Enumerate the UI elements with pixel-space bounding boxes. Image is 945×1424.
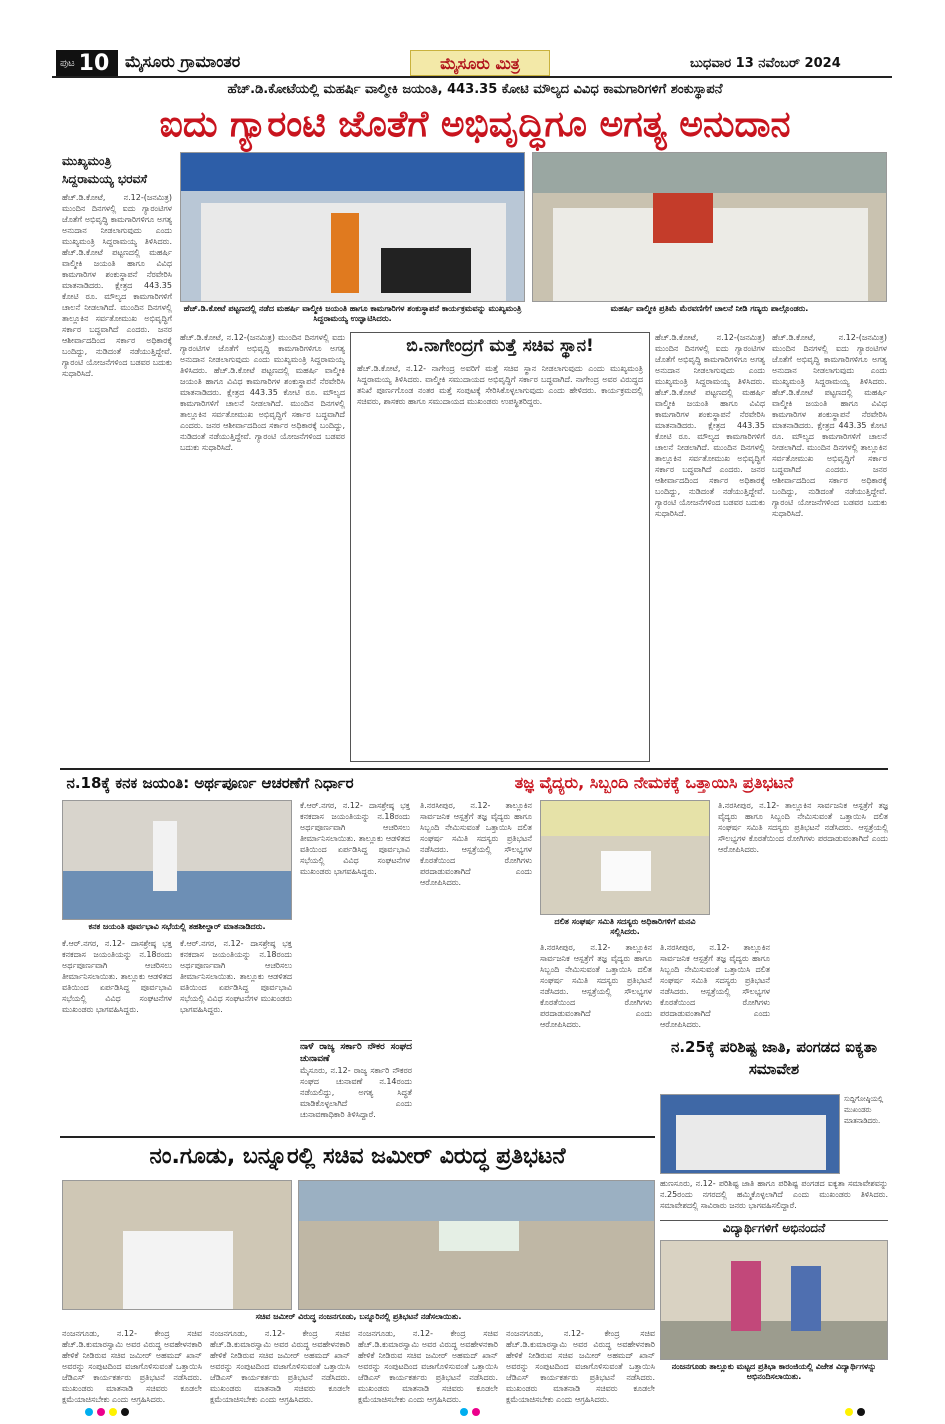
registration-mark [472, 1408, 480, 1416]
community-side-note: ಸುದ್ದಿಗೋಷ್ಠಿಯಲ್ಲಿ ಮುಖಂಡರು ಮಾತನಾಡಿದರು. [844, 1095, 884, 1125]
lead-headline: ಐದು ಗ್ಯಾರಂಟಿ ಜೊತೆಗೆ ಅಭಿವೃದ್ಧಿಗೂ ಅಗತ್ಯ ಅನುದಾನ [159, 104, 791, 145]
students-caption: ನಂಜನಗೂಡು ತಾಲ್ಲೂಕು ಮಟ್ಟದ ಪ್ರತಿಭಾ ಕಾರಂಜಿಯಲ್ಲಿ ವಿಜೇತ ವಿದ್ಯಾರ್ಥಿಗಳನ್ನು ಅಭಿನಂದಿಸಲಾಯಿತು. [671, 1362, 877, 1381]
community-photo [660, 1094, 840, 1174]
protest-body-col1: ನಂಜನಗೂಡು, ನ.12- ಕೇಂದ್ರ ಸಚಿವ ಹೆಚ್.ಡಿ.ಕುಮಾರಸ್ವಾಮಿ ಅವರ ವಿರುದ್ಧ ಅವಹೇಳನಕಾರಿ ಹೇಳಿಕೆ ನೀಡಿರುವ ಸಚಿವ ಜಮೀರ್ ಅಹಮದ್ ಖಾನ್ ಅವರನ್ನು ಸಂಪುಟದಿಂದ ವಜಾಗೊಳಿಸುವಂತೆ ಒತ್ತಾಯಿಸಿ ಜೆಡಿಎಸ್ ಕಾರ್ಯಕರ್ತರು ಪ್ರತಿಭಟನೆ ನಡೆಸಿದರು. ಮುಖಂಡರು ಮಾತನಾಡಿ ಸಚಿವರು ಕೂಡಲೇ ಕ್ಷಮೆಯಾಚಿಸಬೇಕು ಎಂದು ಆಗ್ರಹಿಸಿದರು. [62, 1329, 202, 1404]
dateline: ಬುಧವಾರ 13 ನವೆಂಬರ್ 2024 [690, 56, 841, 71]
lead-body-col1: ಹೆಚ್.ಡಿ.ಕೋಟೆ, ನ.12-(ಜನಮಿತ್ರ) ಮುಂದಿನ ದಿನಗಳಲ್ಲಿ ಐದು ಗ್ಯಾರಂಟಿಗಳ ಜೊತೆಗೆ ಅಭಿವೃದ್ಧಿ ಕಾಮಗಾರಿಗಳಿಗೂ ಅಗತ್ಯ ಅನುದಾನ ನೀಡಲಾಗುವುದು ಎಂದು ಮುಖ್ಯಮಂತ್ರಿ ಸಿದ್ದರಾಮಯ್ಯ ತಿಳಿಸಿದರು. ಹೆಚ್.ಡಿ.ಕೋಟೆ ಪಟ್ಟಣದಲ್ಲಿ ಮಹರ್ಷಿ ವಾಲ್ಮೀಕಿ ಜಯಂತಿ ಹಾಗೂ ವಿವಿಧ ಕಾಮಗಾರಿಗಳ ಶಂಕುಸ್ಥಾಪನೆ ನೆರವೇರಿಸಿ ಮಾತನಾಡಿದರು. ಕ್ಷೇತ್ರದ 443.35 ಕೋಟಿ ರೂ. ಮೌಲ್ಯದ ಕಾಮಗಾರಿಗಳಿಗೆ ಚಾಲನೆ ನೀಡಲಾಗಿದೆ. ಮುಂದಿನ ದಿನಗಳಲ್ಲಿ ತಾಲ್ಲೂಕಿನ ಸರ್ವತೋಮುಖ ಅಭಿವೃದ್ಧಿಗೆ ಸರ್ಕಾರ ಬದ್ಧವಾಗಿದೆ ಎಂದರು. ಜನರ ಆಶೀರ್ವಾದದಿಂದ ಸರ್ಕಾರ ಅಧಿಕಾರಕ್ಕೆ ಬಂದಿದ್ದು, ನುಡಿದಂತೆ ನಡೆಯುತ್ತಿದ್ದೇವೆ. ಗ್ಯಾರಂಟಿ ಯೋಜನೆಗಳಿಂದ ಬಡವರ ಬದುಕು ಸುಧಾರಿಸಿದೆ. [62, 193, 172, 378]
community-body: ಹುಣಸೂರು, ನ.12- ಪರಿಶಿಷ್ಟ ಜಾತಿ ಹಾಗೂ ಪರಿಶಿಷ್ಟ ಪಂಗಡದ ಐಕ್ಯತಾ ಸಮಾವೇಶವನ್ನು ನ.25ರಂದು ನಗರದಲ್ಲಿ ಹಮ್ಮಿಕೊಳ್ಳಲಾಗಿದೆ ಎಂದು ಮುಖಂಡರು ತಿಳಿಸಿದರು. ಸಮಾವೇಶದಲ್ಲಿ ಸಾವಿರಾರು ಜನರು ಭಾಗವಹಿಸಲಿದ್ದಾರೆ. [660, 1179, 888, 1210]
kanaka-body-col3: ಕೆ.ಆರ್.ನಗರ, ನ.12- ದಾಸಶ್ರೇಷ್ಠ ಭಕ್ತ ಕನಕದಾಸ ಜಯಂತಿಯನ್ನು ನ.18ರಂದು ಅರ್ಥಪೂರ್ಣವಾಗಿ ಆಚರಿಸಲು ತೀರ್ಮಾನಿಸಲಾಯಿತು. ತಾಲ್ಲೂಕು ಆಡಳಿತದ ವತಿಯಿಂದ ಏರ್ಪಡಿಸಿದ್ದ ಪೂರ್ವಭಾವಿ ಸಭೆಯಲ್ಲಿ ವಿವಿಧ ಸಂಘಟನೆಗಳ ಮುಖಂಡರು ಭಾಗವಹಿಸಿದ್ದರು. [300, 801, 410, 876]
protest-body-col3: ನಂಜನಗೂಡು, ನ.12- ಕೇಂದ್ರ ಸಚಿವ ಹೆಚ್.ಡಿ.ಕುಮಾರಸ್ವಾಮಿ ಅವರ ವಿರುದ್ಧ ಅವಹೇಳನಕಾರಿ ಹೇಳಿಕೆ ನೀಡಿರುವ ಸಚಿವ ಜಮೀರ್ ಅಹಮದ್ ಖಾನ್ ಅವರನ್ನು ಸಂಪುಟದಿಂದ ವಜಾಗೊಳಿಸುವಂತೆ ಒತ್ತಾಯಿಸಿ ಜೆಡಿಎಸ್ ಕಾರ್ಯಕರ್ತರು ಪ್ರತಿಭಟನೆ ನಡೆಸಿದರು. ಮುಖಂಡರು ಮಾತನಾಡಿ ಸಚಿವರು ಕೂಡಲೇ ಕ್ಷಮೆಯಾಚಿಸಬೇಕು ಎಂದು ಆಗ್ರಹಿಸಿದರು. [358, 1329, 498, 1404]
doctors-caption: ದಲಿತ ಸಂಘರ್ಷ ಸಮಿತಿ ಸದಸ್ಯರು ಅಧಿಕಾರಿಗಳಿಗೆ ಮನವಿ ಸಲ್ಲಿಸಿದರು. [554, 917, 696, 936]
page-number-box [56, 50, 118, 76]
community-headline: ನ.25ಕ್ಕೆ ಪರಿಶಿಷ್ಟ ಜಾತಿ, ಪಂಗಡದ ಐಕ್ಯತಾ ಸಮಾವೇಶ [670, 1038, 878, 1078]
kanaka-caption: ಕನಕ ಜಯಂತಿ ಪೂರ್ವಭಾವಿ ಸಭೆಯಲ್ಲಿ ತಹಶೀಲ್ದಾರ್ ಮಾತನಾಡಿದರು. [88, 922, 266, 931]
registration-mark [845, 1408, 853, 1416]
students-photo [660, 1240, 888, 1360]
protest-photo-1 [62, 1180, 292, 1310]
employees-headline: ನಾಳೆ ರಾಜ್ಯ ಸರ್ಕಾರಿ ನೌಕರ ಸಂಘದ ಚುನಾವಣೆ [300, 1042, 412, 1064]
page-number: 10 [78, 50, 110, 76]
doctors-headline: ತಜ್ಞ ವೈದ್ಯರು, ಸಿಬ್ಬಂದಿ ನೇಮಕಕ್ಕೆ ಒತ್ತಾಯಿಸಿ ಪ್ರತಿಭಟನೆ [514, 773, 794, 792]
protest-body-col4: ನಂಜನಗೂಡು, ನ.12- ಕೇಂದ್ರ ಸಚಿವ ಹೆಚ್.ಡಿ.ಕುಮಾರಸ್ವಾಮಿ ಅವರ ವಿರುದ್ಧ ಅವಹೇಳನಕಾರಿ ಹೇಳಿಕೆ ನೀಡಿರುವ ಸಚಿವ ಜಮೀರ್ ಅಹಮದ್ ಖಾನ್ ಅವರನ್ನು ಸಂಪುಟದಿಂದ ವಜಾಗೊಳಿಸುವಂತೆ ಒತ್ತಾಯಿಸಿ ಜೆಡಿಎಸ್ ಕಾರ್ಯಕರ್ತರು ಪ್ರತಿಭಟನೆ ನಡೆಸಿದರು. ಮುಖಂಡರು ಮಾತನಾಡಿ ಸಚಿವರು ಕೂಡಲೇ ಕ್ಷಮೆಯಾಚಿಸಬೇಕು ಎಂದು ಆಗ್ರಹಿಸಿದರು. [506, 1329, 655, 1404]
lead-body-col4: ಹೆಚ್.ಡಿ.ಕೋಟೆ, ನ.12-(ಜನಮಿತ್ರ) ಮುಂದಿನ ದಿನಗಳಲ್ಲಿ ಐದು ಗ್ಯಾರಂಟಿಗಳ ಜೊತೆಗೆ ಅಭಿವೃದ್ಧಿ ಕಾಮಗಾರಿಗಳಿಗೂ ಅಗತ್ಯ ಅನುದಾನ ನೀಡಲಾಗುವುದು ಎಂದು ಮುಖ್ಯಮಂತ್ರಿ ಸಿದ್ದರಾಮಯ್ಯ ತಿಳಿಸಿದರು. ಹೆಚ್.ಡಿ.ಕೋಟೆ ಪಟ್ಟಣದಲ್ಲಿ ಮಹರ್ಷಿ ವಾಲ್ಮೀಕಿ ಜಯಂತಿ ಹಾಗೂ ವಿವಿಧ ಕಾಮಗಾರಿಗಳ ಶಂಕುಸ್ಥಾಪನೆ ನೆರವೇರಿಸಿ ಮಾತನಾಡಿದರು. ಕ್ಷೇತ್ರದ 443.35 ಕೋಟಿ ರೂ. ಮೌಲ್ಯದ ಕಾಮಗಾರಿಗಳಿಗೆ ಚಾಲನೆ ನೀಡಲಾಗಿದೆ. ಮುಂದಿನ ದಿನಗಳಲ್ಲಿ ತಾಲ್ಲೂಕಿನ ಸರ್ವತೋಮುಖ ಅಭಿವೃದ್ಧಿಗೆ ಸರ್ಕಾರ ಬದ್ಧವಾಗಿದೆ ಎಂದರು. ಜನರ ಆಶೀರ್ವಾದದಿಂದ ಸರ್ಕಾರ ಅಧಿಕಾರಕ್ಕೆ ಬಂದಿದ್ದು, ನುಡಿದಂತೆ ನಡೆಯುತ್ತಿದ್ದೇವೆ. ಗ್ಯಾರಂಟಿ ಯೋಜನೆಗಳಿಂದ ಬಡವರ ಬದುಕು ಸುಧಾರಿಸಿದೆ. [772, 333, 887, 518]
kanaka-body-col1: ಕೆ.ಆರ್.ನಗರ, ನ.12- ದಾಸಶ್ರೇಷ್ಠ ಭಕ್ತ ಕನಕದಾಸ ಜಯಂತಿಯನ್ನು ನ.18ರಂದು ಅರ್ಥಪೂರ್ಣವಾಗಿ ಆಚರಿಸಲು ತೀರ್ಮಾನಿಸಲಾಯಿತು. ತಾಲ್ಲೂಕು ಆಡಳಿತದ ವತಿಯಿಂದ ಏರ್ಪಡಿಸಿದ್ದ ಪೂರ್ವಭಾವಿ ಸಭೆಯಲ್ಲಿ ವಿವಿಧ ಸಂಘಟನೆಗಳ ಮುಖಂಡರು ಭಾಗವಹಿಸಿದ್ದರು. [62, 939, 172, 1014]
kanaka-photo [62, 800, 292, 920]
lead-kicker: ಹೆಚ್.ಡಿ.ಕೋಟೆಯಲ್ಲಿ ಮಹರ್ಷಿ ವಾಲ್ಮೀಕಿ ಜಯಂತಿ, 443.35 ಕೋಟಿ ಮೌಲ್ಯದ ವಿವಿಧ ಕಾಮಗಾರಿಗಳಿಗೆ ಶಂಕುಸ್ಥಾಪನೆ [227, 82, 723, 97]
employees-body: ಮೈಸೂರು, ನ.12- ರಾಜ್ಯ ಸರ್ಕಾರಿ ನೌಕರರ ಸಂಘದ ಚುನಾವಣೆ ನ.14ರಂದು ನಡೆಯಲಿದ್ದು, ಅಗತ್ಯ ಸಿದ್ಧತೆ ಮಾಡಿಕೊಳ್ಳಲಾಗಿದೆ ಎಂದು ಚುನಾವಣಾಧಿಕಾರಿ ತಿಳಿಸಿದ್ದಾರೆ. [300, 1066, 412, 1119]
community-headline-box [660, 1036, 888, 1092]
registration-mark [857, 1408, 865, 1416]
employees-box [300, 1040, 412, 1130]
section-divider-2 [60, 1136, 655, 1138]
protest-photo-2 [298, 1180, 655, 1310]
minister-box [350, 332, 650, 762]
lead-body-col3: ಹೆಚ್.ಡಿ.ಕೋಟೆ, ನ.12-(ಜನಮಿತ್ರ) ಮುಂದಿನ ದಿನಗಳಲ್ಲಿ ಐದು ಗ್ಯಾರಂಟಿಗಳ ಜೊತೆಗೆ ಅಭಿವೃದ್ಧಿ ಕಾಮಗಾರಿಗಳಿಗೂ ಅಗತ್ಯ ಅನುದಾನ ನೀಡಲಾಗುವುದು ಎಂದು ಮುಖ್ಯಮಂತ್ರಿ ಸಿದ್ದರಾಮಯ್ಯ ತಿಳಿಸಿದರು. ಹೆಚ್.ಡಿ.ಕೋಟೆ ಪಟ್ಟಣದಲ್ಲಿ ಮಹರ್ಷಿ ವಾಲ್ಮೀಕಿ ಜಯಂತಿ ಹಾಗೂ ವಿವಿಧ ಕಾಮಗಾರಿಗಳ ಶಂಕುಸ್ಥಾಪನೆ ನೆರವೇರಿಸಿ ಮಾತನಾಡಿದರು. ಕ್ಷೇತ್ರದ 443.35 ಕೋಟಿ ರೂ. ಮೌಲ್ಯದ ಕಾಮಗಾರಿಗಳಿಗೆ ಚಾಲನೆ ನೀಡಲಾಗಿದೆ. ಮುಂದಿನ ದಿನಗಳಲ್ಲಿ ತಾಲ್ಲೂಕಿನ ಸರ್ವತೋಮುಖ ಅಭಿವೃದ್ಧಿಗೆ ಸರ್ಕಾರ ಬದ್ಧವಾಗಿದೆ ಎಂದರು. ಜನರ ಆಶೀರ್ವಾದದಿಂದ ಸರ್ಕಾರ ಅಧಿಕಾರಕ್ಕೆ ಬಂದಿದ್ದು, ನುಡಿದಂತೆ ನಡೆಯುತ್ತಿದ್ದೇವೆ. ಗ್ಯಾರಂಟಿ ಯೋಜನೆಗಳಿಂದ ಬಡವರ ಬದುಕು ಸುಧಾರಿಸಿದೆ. [655, 333, 765, 518]
protest-headline: ನಂ.ಗೂಡು, ಬನ್ನೂರಲ್ಲಿ ಸಚಿವ ಜಮೀರ್ ವಿರುದ್ಧ ಪ್ರತಿಭಟನೆ [149, 1144, 566, 1169]
doctors-photo [540, 800, 710, 915]
registration-mark [109, 1408, 117, 1416]
page-label: ಪುಟ [60, 57, 75, 69]
protest-caption: ಸಚಿವ ಜಮೀರ್ ವಿರುದ್ಧ ನಂಜನಗೂಡು, ಬನ್ನೂರಿನಲ್ಲಿ ಪ್ರತಿಭಟನೆ ನಡೆಸಲಾಯಿತು. [255, 1312, 462, 1321]
section-title: ಮೈಸೂರು ಗ್ರಾಮಾಂತರ [125, 52, 241, 71]
minister-headline: ಬಿ.ನಾಗೇಂದ್ರಗೆ ಮತ್ತೆ ಸಚಿವ ಸ್ಥಾನ! [406, 336, 594, 356]
lead-photo-1-caption: ಹೆಚ್.ಡಿ.ಕೋಟೆ ಪಟ್ಟಣದಲ್ಲಿ ನಡೆದ ಮಹರ್ಷಿ ವಾಲ್ಮೀಕಿ ಜಯಂತಿ ಹಾಗೂ ಕಾಮಗಾರಿಗಳ ಶಂಕುಸ್ಥಾಪನೆ ಕಾರ್ಯಕ್ರಮವನ್ನು ಮುಖ್ಯಮಂತ್ರಿ ಸಿದ್ದರಾಮಯ್ಯ ಉದ್ಘಾಟಿಸಿದರು. [183, 304, 522, 323]
lead-byline-2: ಸಿದ್ದರಾಮಯ್ಯ ಭರವಸೆ [62, 172, 147, 186]
lead-photo-2 [532, 152, 887, 302]
doctors-body-col2: ತಿ.ನರಸೀಪುರ, ನ.12- ತಾಲ್ಲೂಕಿನ ಸಾರ್ವಜನಿಕ ಆಸ್ಪತ್ರೆಗೆ ತಜ್ಞ ವೈದ್ಯರು ಹಾಗೂ ಸಿಬ್ಬಂದಿ ನೇಮಿಸುವಂತೆ ಒತ್ತಾಯಿಸಿ ದಲಿತ ಸಂಘರ್ಷ ಸಮಿತಿ ಸದಸ್ಯರು ಪ್ರತಿಭಟನೆ ನಡೆಸಿದರು. ಆಸ್ಪತ್ರೆಯಲ್ಲಿ ಸೌಲಭ್ಯಗಳ ಕೊರತೆಯಿಂದ ರೋಗಿಗಳು ಪರದಾಡುವಂತಾಗಿದೆ ಎಂದು ಆರೋಪಿಸಿದರು. [540, 943, 652, 1029]
registration-mark [97, 1408, 105, 1416]
doctors-body-col1: ತಿ.ನರಸೀಪುರ, ನ.12- ತಾಲ್ಲೂಕಿನ ಸಾರ್ವಜನಿಕ ಆಸ್ಪತ್ರೆಗೆ ತಜ್ಞ ವೈದ್ಯರು ಹಾಗೂ ಸಿಬ್ಬಂದಿ ನೇಮಿಸುವಂತೆ ಒತ್ತಾಯಿಸಿ ದಲಿತ ಸಂಘರ್ಷ ಸಮಿತಿ ಸದಸ್ಯರು ಪ್ರತಿಭಟನೆ ನಡೆಸಿದರು. ಆಸ್ಪತ್ರೆಯಲ್ಲಿ ಸೌಲಭ್ಯಗಳ ಕೊರತೆಯಿಂದ ರೋಗಿಗಳು ಪರದಾಡುವಂತಾಗಿದೆ ಎಂದು ಆರೋಪಿಸಿದರು. [420, 801, 532, 887]
registration-mark [85, 1408, 93, 1416]
registration-mark [460, 1408, 468, 1416]
lead-photo-1 [180, 152, 525, 302]
kanaka-body-col2: ಕೆ.ಆರ್.ನಗರ, ನ.12- ದಾಸಶ್ರೇಷ್ಠ ಭಕ್ತ ಕನಕದಾಸ ಜಯಂತಿಯನ್ನು ನ.18ರಂದು ಅರ್ಥಪೂರ್ಣವಾಗಿ ಆಚರಿಸಲು ತೀರ್ಮಾನಿಸಲಾಯಿತು. ತಾಲ್ಲೂಕು ಆಡಳಿತದ ವತಿಯಿಂದ ಏರ್ಪಡಿಸಿದ್ದ ಪೂರ್ವಭಾವಿ ಸಭೆಯಲ್ಲಿ ವಿವಿಧ ಸಂಘಟನೆಗಳ ಮುಖಂಡರು ಭಾಗವಹಿಸಿದ್ದರು. [180, 939, 292, 1014]
registration-mark [121, 1408, 129, 1416]
kanaka-headline: ನ.18ಕ್ಕೆ ಕನಕ ಜಯಂತಿ: ಅರ್ಥಪೂರ್ಣ ಆಚರಣೆಗೆ ನಿರ್ಧಾರ [66, 774, 354, 792]
lead-byline-1: ಮುಖ್ಯಮಂತ್ರಿ [62, 154, 112, 168]
doctors-body-col3: ತಿ.ನರಸೀಪುರ, ನ.12- ತಾಲ್ಲೂಕಿನ ಸಾರ್ವಜನಿಕ ಆಸ್ಪತ್ರೆಗೆ ತಜ್ಞ ವೈದ್ಯರು ಹಾಗೂ ಸಿಬ್ಬಂದಿ ನೇಮಿಸುವಂತೆ ಒತ್ತಾಯಿಸಿ ದಲಿತ ಸಂಘರ್ಷ ಸಮಿತಿ ಸದಸ್ಯರು ಪ್ರತಿಭಟನೆ ನಡೆಸಿದರು. ಆಸ್ಪತ್ರೆಯಲ್ಲಿ ಸೌಲಭ್ಯಗಳ ಕೊರತೆಯಿಂದ ರೋಗಿಗಳು ಪರದಾಡುವಂತಾಗಿದೆ ಎಂದು ಆರೋಪಿಸಿದರು. [718, 801, 888, 854]
lead-photo-2-caption: ಮಹರ್ಷಿ ವಾಲ್ಮೀಕಿ ಪ್ರತಿಮೆ ಮೆರವಣಿಗೆಗೆ ಚಾಲನೆ ನೀಡಿ ಗಣ್ಯರು ಪಾಲ್ಗೊಂಡರು. [610, 304, 809, 313]
newspaper-logo: ಮೈಸೂರು ಮಿತ್ರ [410, 50, 550, 76]
minister-body: ಹೆಚ್.ಡಿ.ಕೋಟೆ, ನ.12- ನಾಗೇಂದ್ರ ಅವರಿಗೆ ಮತ್ತೆ ಸಚಿವ ಸ್ಥಾನ ನೀಡಲಾಗುವುದು ಎಂದು ಮುಖ್ಯಮಂತ್ರಿ ಸಿದ್ದರಾಮಯ್ಯ ತಿಳಿಸಿದರು. ವಾಲ್ಮೀಕಿ ಸಮುದಾಯದ ಅಭಿವೃದ್ಧಿಗೆ ಸರ್ಕಾರ ಬದ್ಧವಾಗಿದೆ. ನಾಗೇಂದ್ರ ಅವರ ವಿರುದ್ಧದ ತನಿಖೆ ಪೂರ್ಣಗೊಂಡ ನಂತರ ಮತ್ತೆ ಸಂಪುಟಕ್ಕೆ ಸೇರಿಸಿಕೊಳ್ಳಲಾಗುವುದು ಎಂದು ಹೇಳಿದರು. ಕಾರ್ಯಕ್ರಮದಲ್ಲಿ ಸಚಿವರು, ಶಾಸಕರು ಹಾಗೂ ಸಮುದಾಯದ ಮುಖಂಡರು ಉಪಸ್ಥಿತರಿದ್ದರು. [357, 364, 643, 406]
students-headline: ವಿದ್ಯಾರ್ಥಿಗಳಿಗೆ ಅಭಿನಂದನೆ [660, 1220, 888, 1236]
doctors-body-col4: ತಿ.ನರಸೀಪುರ, ನ.12- ತಾಲ್ಲೂಕಿನ ಸಾರ್ವಜನಿಕ ಆಸ್ಪತ್ರೆಗೆ ತಜ್ಞ ವೈದ್ಯರು ಹಾಗೂ ಸಿಬ್ಬಂದಿ ನೇಮಿಸುವಂತೆ ಒತ್ತಾಯಿಸಿ ದಲಿತ ಸಂಘರ್ಷ ಸಮಿತಿ ಸದಸ್ಯರು ಪ್ರತಿಭಟನೆ ನಡೆಸಿದರು. ಆಸ್ಪತ್ರೆಯಲ್ಲಿ ಸೌಲಭ್ಯಗಳ ಕೊರತೆಯಿಂದ ರೋಗಿಗಳು ಪರದಾಡುವಂತಾಗಿದೆ ಎಂದು ಆರೋಪಿಸಿದರು. [660, 943, 770, 1029]
protest-body-col2: ನಂಜನಗೂಡು, ನ.12- ಕೇಂದ್ರ ಸಚಿವ ಹೆಚ್.ಡಿ.ಕುಮಾರಸ್ವಾಮಿ ಅವರ ವಿರುದ್ಧ ಅವಹೇಳನಕಾರಿ ಹೇಳಿಕೆ ನೀಡಿರುವ ಸಚಿವ ಜಮೀರ್ ಅಹಮದ್ ಖಾನ್ ಅವರನ್ನು ಸಂಪುಟದಿಂದ ವಜಾಗೊಳಿಸುವಂತೆ ಒತ್ತಾಯಿಸಿ ಜೆಡಿಎಸ್ ಕಾರ್ಯಕರ್ತರು ಪ್ರತಿಭಟನೆ ನಡೆಸಿದರು. ಮುಖಂಡರು ಮಾತನಾಡಿ ಸಚಿವರು ಕೂಡಲೇ ಕ್ಷಮೆಯಾಚಿಸಬೇಕು ಎಂದು ಆಗ್ರಹಿಸಿದರು. [210, 1329, 350, 1404]
lead-body-col2: ಹೆಚ್.ಡಿ.ಕೋಟೆ, ನ.12-(ಜನಮಿತ್ರ) ಮುಂದಿನ ದಿನಗಳಲ್ಲಿ ಐದು ಗ್ಯಾರಂಟಿಗಳ ಜೊತೆಗೆ ಅಭಿವೃದ್ಧಿ ಕಾಮಗಾರಿಗಳಿಗೂ ಅಗತ್ಯ ಅನುದಾನ ನೀಡಲಾಗುವುದು ಎಂದು ಮುಖ್ಯಮಂತ್ರಿ ಸಿದ್ದರಾಮಯ್ಯ ತಿಳಿಸಿದರು. ಹೆಚ್.ಡಿ.ಕೋಟೆ ಪಟ್ಟಣದಲ್ಲಿ ಮಹರ್ಷಿ ವಾಲ್ಮೀಕಿ ಜಯಂತಿ ಹಾಗೂ ವಿವಿಧ ಕಾಮಗಾರಿಗಳ ಶಂಕುಸ್ಥಾಪನೆ ನೆರವೇರಿಸಿ ಮಾತನಾಡಿದರು. ಕ್ಷೇತ್ರದ 443.35 ಕೋಟಿ ರೂ. ಮೌಲ್ಯದ ಕಾಮಗಾರಿಗಳಿಗೆ ಚಾಲನೆ ನೀಡಲಾಗಿದೆ. ಮುಂದಿನ ದಿನಗಳಲ್ಲಿ ತಾಲ್ಲೂಕಿನ ಸರ್ವತೋಮುಖ ಅಭಿವೃದ್ಧಿಗೆ ಸರ್ಕಾರ ಬದ್ಧವಾಗಿದೆ ಎಂದರು. ಜನರ ಆಶೀರ್ವಾದದಿಂದ ಸರ್ಕಾರ ಅಧಿಕಾರಕ್ಕೆ ಬಂದಿದ್ದು, ನುಡಿದಂತೆ ನಡೆಯುತ್ತಿದ್ದೇವೆ. ಗ್ಯಾರಂಟಿ ಯೋಜನೆಗಳಿಂದ ಬಡವರ ಬದುಕು ಸುಧಾರಿಸಿದೆ. [180, 333, 345, 452]
